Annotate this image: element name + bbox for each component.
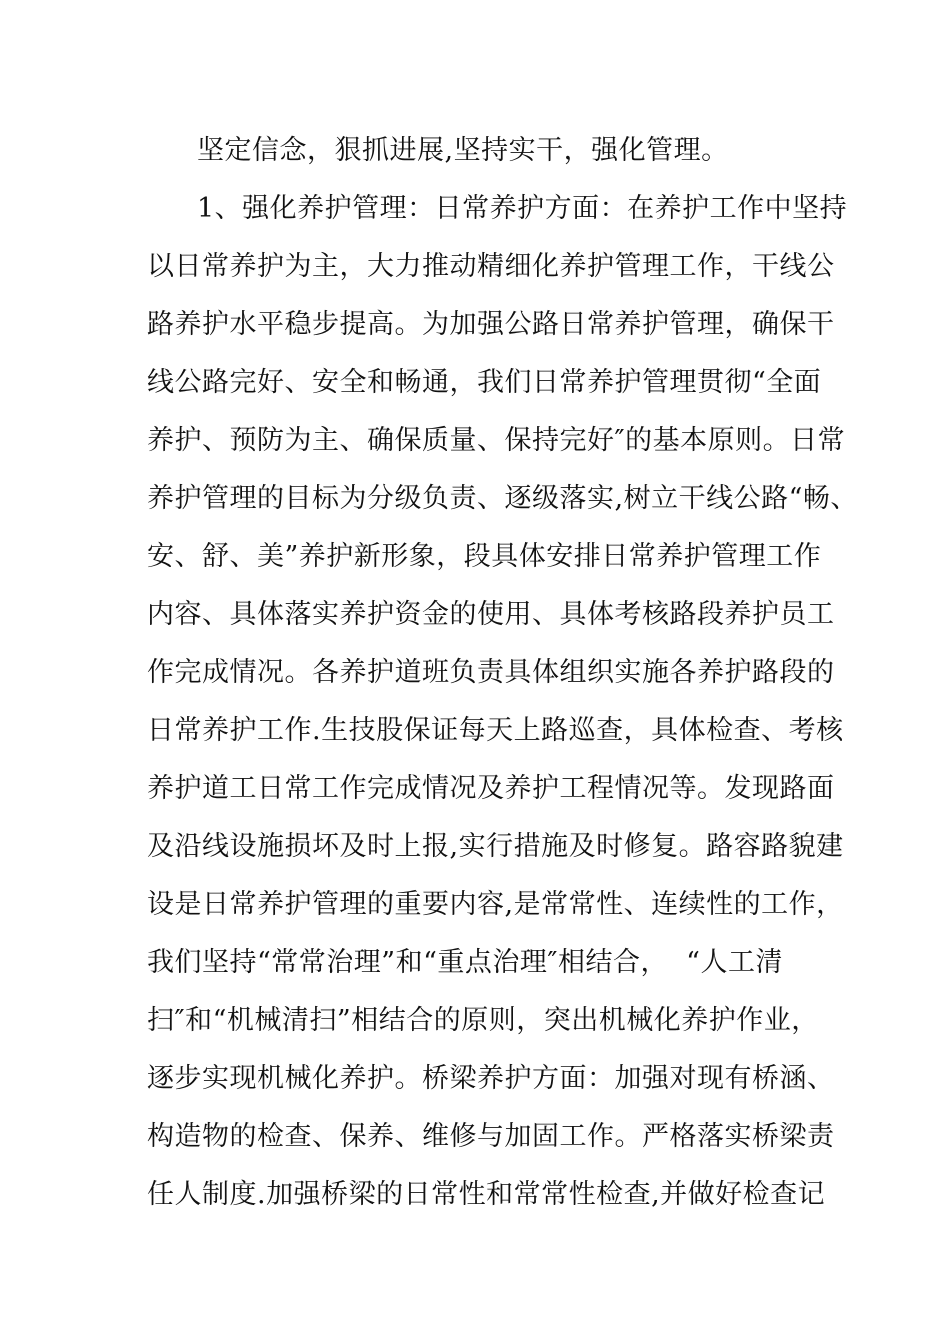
text-line: 养护管理的目标为分级负责、逐级落实,树立干线公路“畅、 — [147, 483, 858, 514]
text-line: 养护道工日常工作完成情况及养护工程情况等。发现路面 — [147, 773, 835, 804]
text-line: 安、舒、美”养护新形象，段具体安排日常养护管理工作 — [147, 541, 822, 572]
text-line: 线公路完好、安全和畅通，我们日常养护管理贯彻“全面 — [147, 367, 822, 398]
text-line: 我们坚持“常常治理”和“重点治理″相结合， “人工清 — [147, 947, 783, 978]
text-line: 逐步实现机械化养护。桥梁养护方面：加强对现有桥涵、 — [147, 1063, 835, 1094]
text-line: 扫″和“机械清扫”相结合的原则，突出机械化养护作业， — [147, 1005, 819, 1036]
text-line: 作完成情况。各养护道班负责具体组织实施各养护路段的 — [147, 657, 835, 688]
text-line: 1、强化养护管理：日常养护方面：在养护工作中坚持 — [197, 193, 848, 224]
text-line: 设是日常养护管理的重要内容,是常常性、连续性的工作， — [147, 889, 844, 920]
text-line: 日常养护工作.生技股保证每天上路巡查，具体检查、考核 — [147, 715, 844, 746]
text-line: 构造物的检查、保养、维修与加固工作。严格落实桥梁责 — [147, 1121, 835, 1152]
text-line: 养护、预防为主、确保质量、保持完好″的基本原则。日常 — [147, 425, 846, 456]
text-line: 以日常养护为主，大力推动精细化养护管理工作，干线公 — [147, 251, 835, 282]
text-line: 及沿线设施损坏及时上报,实行措施及时修复。路容路貌建 — [147, 831, 844, 862]
text-line: 任人制度.加强桥梁的日常性和常常性检查,并做好检查记 — [147, 1179, 826, 1210]
text-line: 路养护水平稳步提高。为加强公路日常养护管理，确保干 — [147, 309, 835, 340]
text-line: 内容、具体落实养护资金的使用、具体考核路段养护员工 — [147, 599, 835, 630]
text-line: 坚定信念，狠抓进展,坚持实干，强化管理。 — [197, 135, 729, 166]
